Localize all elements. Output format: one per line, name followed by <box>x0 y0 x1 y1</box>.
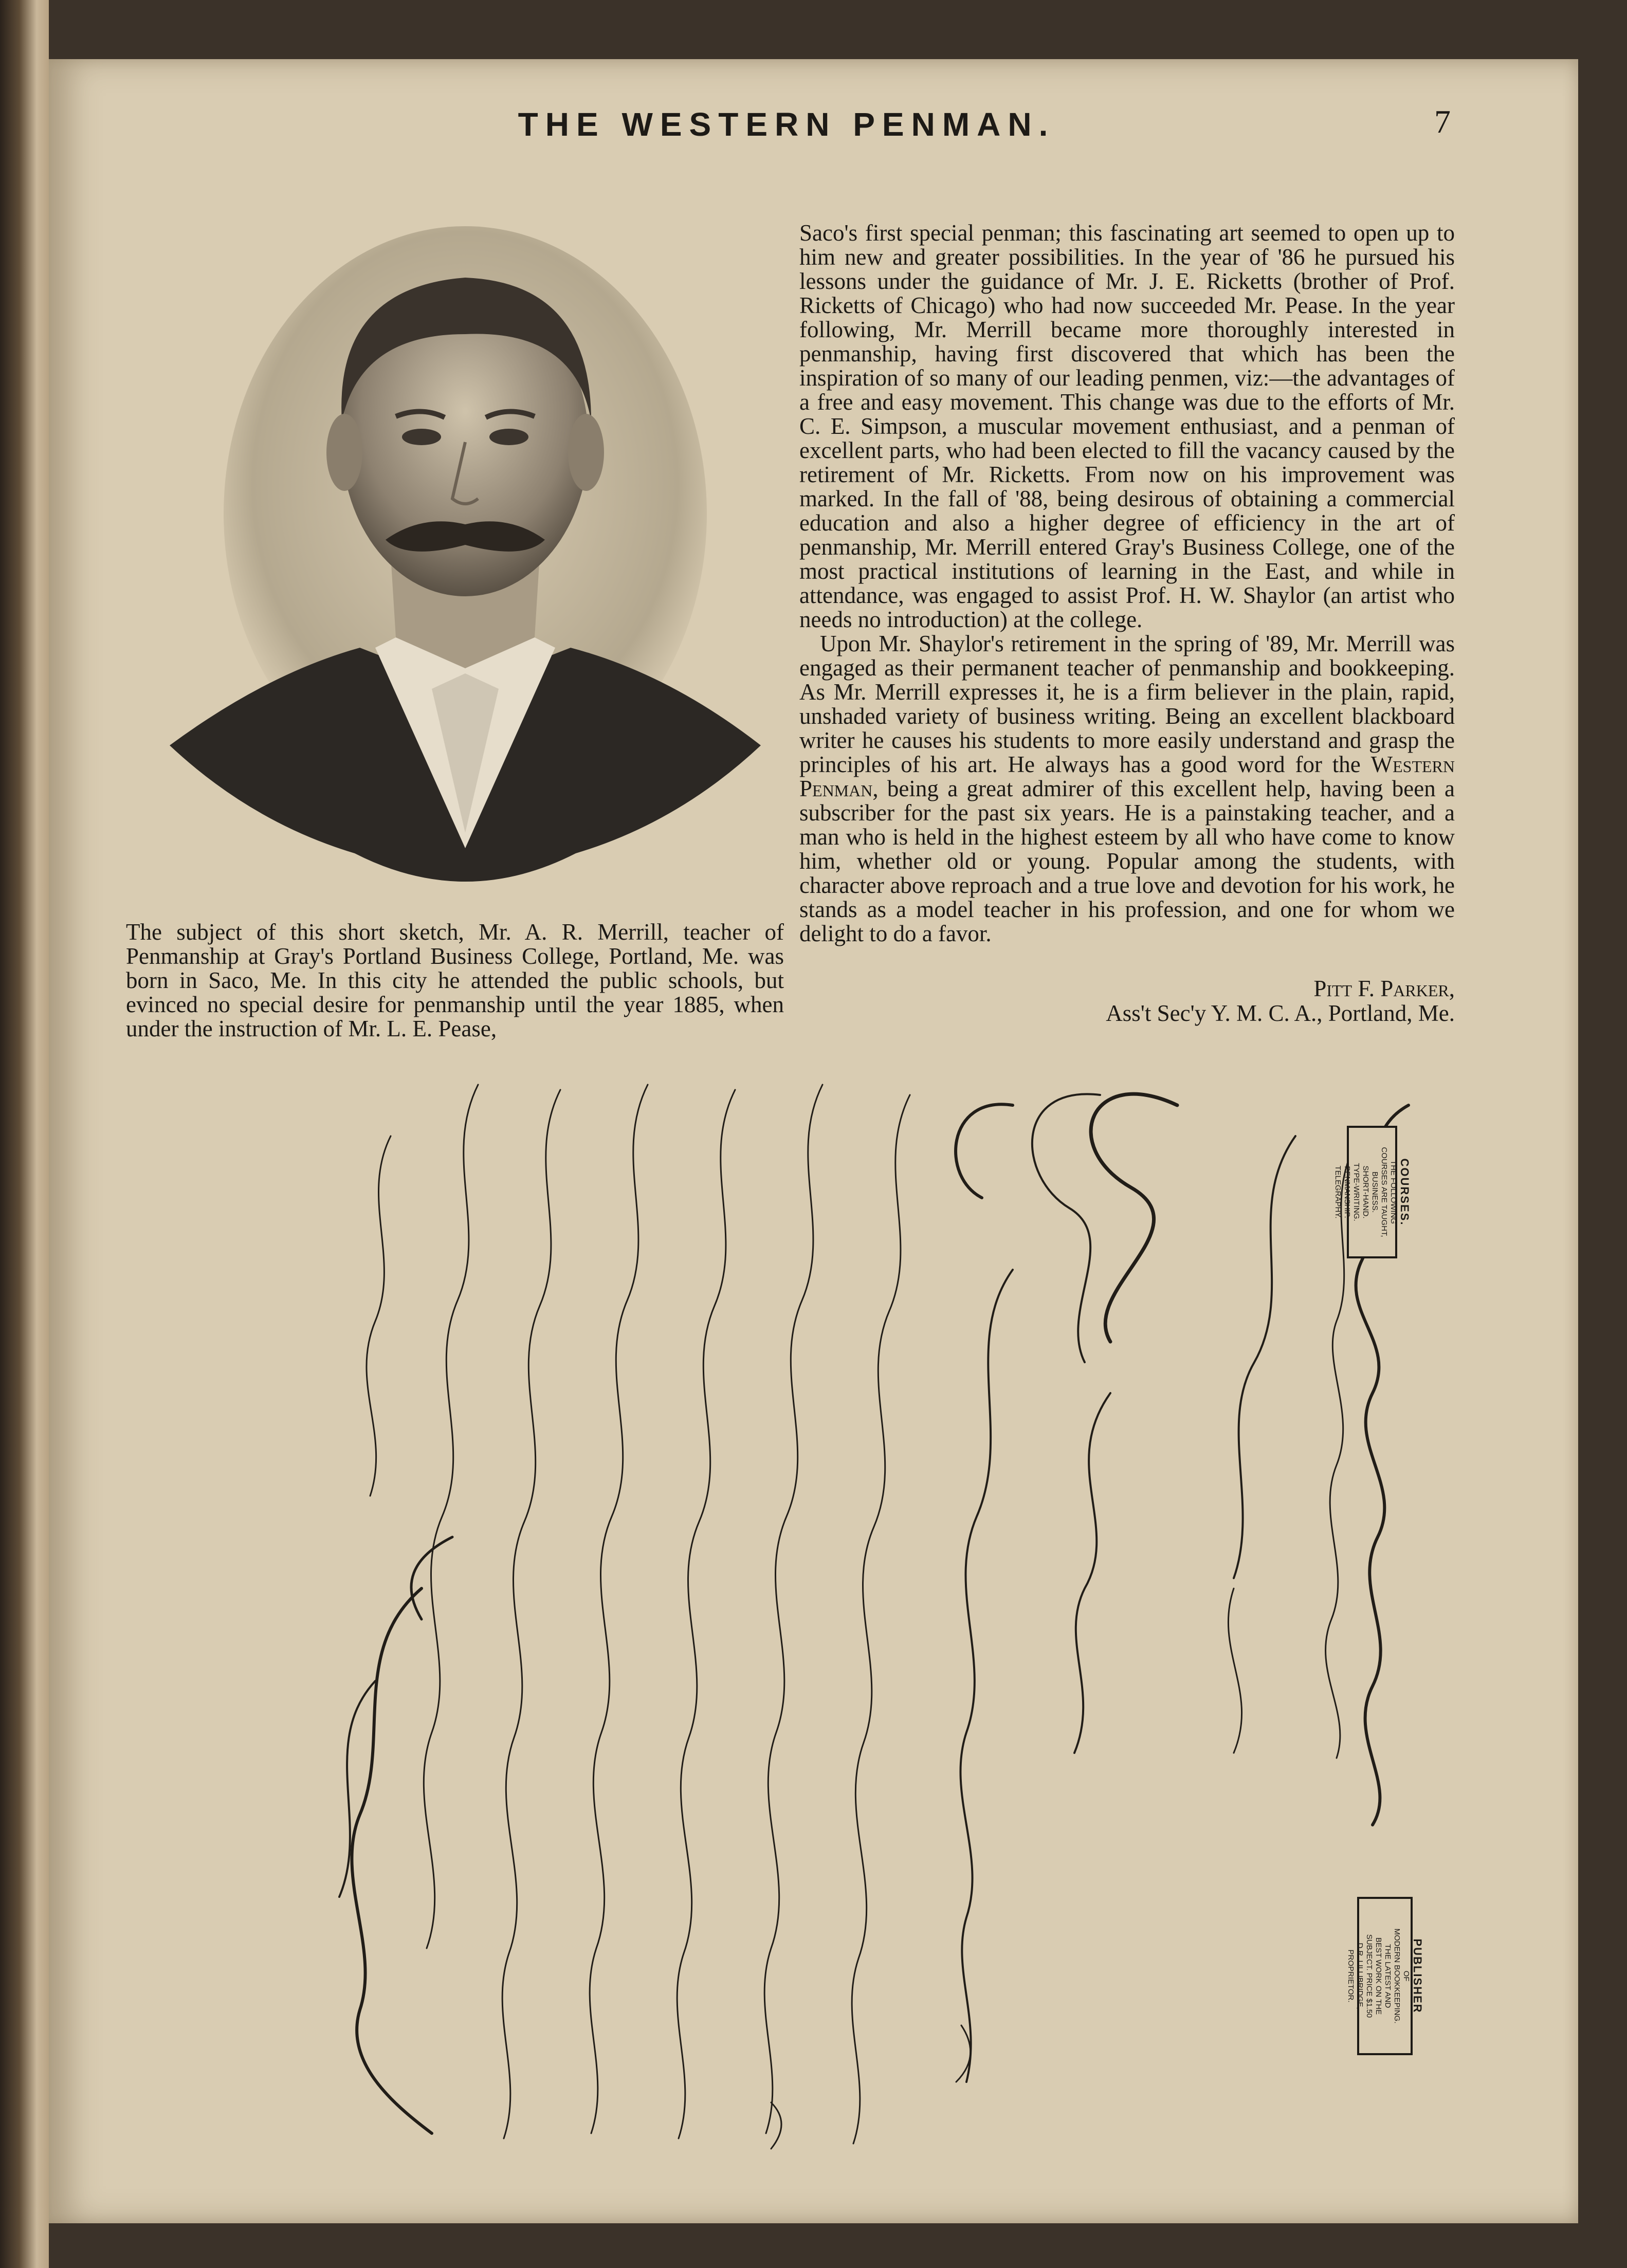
author-name: Pitt F. Parker, <box>1313 976 1455 1001</box>
publisher-line: THE LATEST AND <box>1383 1944 1392 2008</box>
magazine-name: Western Penman <box>799 752 1455 801</box>
publisher-line: D.R. LILLIBRIDGE, <box>1356 1943 1364 2009</box>
courses-line: TELEGRAPHY. <box>1333 1165 1342 1219</box>
publisher-title: PUBLISHER <box>1411 1938 1424 2014</box>
page-header-title: THE WESTERN PENMAN. <box>518 106 1055 143</box>
courses-line: TYPE-WRITING. <box>1352 1163 1361 1221</box>
courses-line: COURSES ARE TAUGHT, <box>1380 1147 1388 1237</box>
page-number: 7 <box>1434 103 1451 140</box>
publisher-line: SUBJECT. PRICE $1.50 <box>1365 1934 1374 2018</box>
courses-line: THE FOLLOWING <box>1389 1160 1398 1224</box>
publisher-line: PROPRIETOR. <box>1346 1949 1355 2003</box>
book-spine <box>0 0 49 2268</box>
article-column <box>799 221 1455 946</box>
courses-title: COURSES. <box>1398 1158 1411 1226</box>
article-paragraph-1: Saco's first special penman; this fascinating art seemed to open up to him new and greater possibilities. In the year of '86 he pursued his lessons under the guidance of Mr. J. E. Ricketts (brother of Prof. Ricketts of Chicago) who had now succeeded Mr. Pease. In the year following, Mr. Merrill became more thoroughly interested in penmanship, having first discovered that which has been the inspiration of so many of our leading penmen, viz:—the advantages of a free and easy movement. This change was due to the efforts of Mr. C. E. Simpson, a muscular movement enthusiast, and a penman of excellent parts, who had been elected to fill the vacancy caused by the retirement of Mr. Ricketts. From now on his improvement was marked. In the fall of '88, being desirous of obtaining a commercial education and also a higher degree of efficiency in the art of penmanship, Mr. Merrill entered Gray's Business College, one of the most practical institutions of learning in the East, and while in attendance, was engaged to assist Prof. H. W. Shaylor (an artist who needs no introduction) at the college. <box>799 220 1455 632</box>
courses-line: BUSINESS. <box>1370 1171 1379 1213</box>
portrait-caption: The subject of this short sketch, Mr. A. R. Merrill, teacher of Penmanship at Gray's Portland Business College, Portland, Me. was born in Saco, Me. In this city he attended the public schools, but evinced no special desire for penmanship until the year 1885, when under the instruction of Mr. L. E. Pease, <box>126 919 784 1041</box>
letterhead-publisher-box <box>1346 1897 1424 2055</box>
paragraph-2-text-start: Upon Mr. Shaylor's retirement in the spring of '89, Mr. Merrill was engaged as their permanent teacher of penmanship and bookkeeping. As Mr. Merrill expresses it, he is a firm believer in the plain, rapid, unshaded variety of business writing. Being an excellent blackboard writer he causes his students to more easily understand and grasp the principles of his art. He always has a good word for the <box>799 631 1455 777</box>
article-paragraph-2 <box>799 632 1455 946</box>
courses-line: SHORT-HAND. <box>1361 1165 1370 1219</box>
portrait-engraving <box>164 226 766 910</box>
publisher-line: OF <box>1402 1970 1411 1982</box>
publisher-line: BEST WORK ON THE <box>1374 1937 1383 2015</box>
publisher-line: MODERN BOOKKEEPING. <box>1393 1928 1401 2024</box>
handwritten-letter-specimen <box>329 1074 1486 2164</box>
paragraph-2-text-end: , being a great admirer of this excellent help, having been a subscriber for the past six years. He is a painstaking teacher, and a man who is held in the highest esteem by all who have come to know him, whether old or young. Popular among the students, with character above reproach and a true love and devotion for his work, he stands as a model teacher in his profession, and one for whom we delight to do a favor. <box>799 776 1455 946</box>
author-title: Ass't Sec'y Y. M. C. A., Portland, Me. <box>1106 1000 1455 1026</box>
letterhead-courses-box <box>1333 1126 1411 1258</box>
courses-line: PENMANSHIP. <box>1343 1166 1351 1218</box>
